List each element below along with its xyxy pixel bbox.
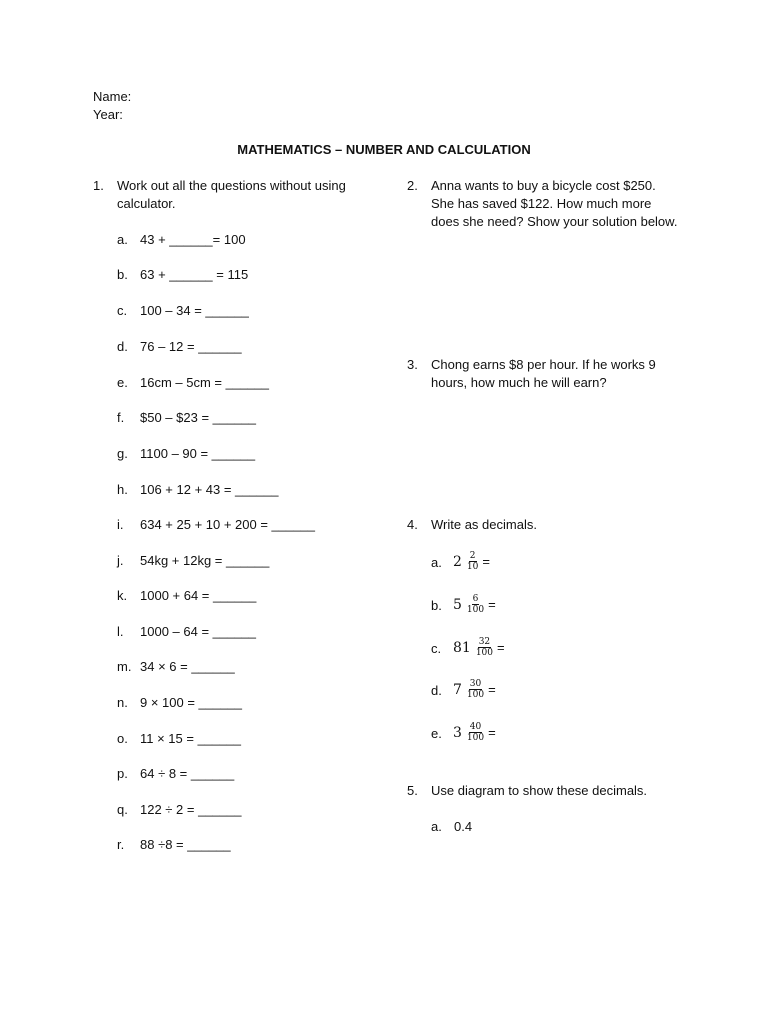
item-letter: d. — [117, 339, 128, 354]
item-letter: g. — [117, 446, 128, 461]
item-expression: 64 ÷ 8 = ______ — [140, 766, 235, 781]
item-expression: 9 × 100 = ______ — [140, 695, 242, 710]
whole-part: 2 — [453, 553, 462, 570]
item-letter: l. — [117, 624, 124, 639]
item-expression: 88 ÷8 = ______ — [140, 837, 231, 852]
item-expression: 34 × 6 = ______ — [140, 659, 235, 674]
whole-part: 81 — [453, 639, 471, 656]
numerator: 32 — [478, 637, 491, 647]
equals-sign: = — [488, 596, 496, 612]
item-expression: 1100 – 90 = ______ — [140, 446, 256, 461]
year-label: Year: — [93, 107, 123, 122]
fraction — [466, 679, 485, 700]
item-expression: 1000 + 64 = ______ — [140, 588, 257, 603]
mixed-number — [453, 551, 490, 572]
whole-part: 7 — [453, 681, 462, 698]
item-letter: b. — [431, 598, 442, 613]
item-expression: 100 – 34 = ______ — [140, 303, 249, 318]
denominator: 10 — [466, 562, 479, 572]
fraction — [466, 722, 485, 743]
item-letter: m. — [117, 659, 132, 674]
decimal-value: 0.4 — [454, 819, 473, 834]
item-letter: h. — [117, 482, 128, 497]
numerator: 40 — [469, 722, 482, 732]
denominator: 100 — [466, 605, 485, 615]
item-expression: 43 + ______= 100 — [140, 232, 246, 247]
q3-text: Chong earns $8 per hour. If he works 9 hours, how much he will earn? — [431, 357, 656, 390]
fraction — [475, 637, 494, 658]
mixed-number — [453, 637, 505, 658]
item-letter: j. — [117, 553, 124, 568]
name-label: Name: — [93, 89, 132, 104]
item-letter: c. — [117, 303, 128, 318]
mixed-number — [453, 679, 496, 700]
item-expression: 54kg + 12kg = ______ — [140, 553, 270, 568]
q5-number: 5. — [407, 783, 418, 798]
item-expression: 63 + ______ = 115 — [140, 267, 249, 282]
whole-part: 5 — [453, 596, 462, 613]
item-expression: $50 – $23 = ______ — [140, 410, 257, 425]
item-expression: 11 × 15 = ______ — [140, 731, 241, 746]
numerator: 2 — [469, 551, 476, 561]
item-letter: f. — [117, 410, 125, 425]
item-letter: c. — [431, 641, 442, 656]
item-letter: k. — [117, 588, 128, 603]
q4-number: 4. — [407, 517, 418, 532]
numerator: 6 — [472, 594, 479, 604]
item-letter: q. — [117, 802, 128, 817]
page-title: MATHEMATICS – NUMBER AND CALCULATION — [237, 142, 531, 157]
mixed-number — [453, 722, 496, 743]
denominator: 100 — [466, 690, 485, 700]
item-expression: 634 + 25 + 10 + 200 = ______ — [140, 517, 315, 532]
equals-sign: = — [488, 681, 496, 697]
item-expression: 1000 – 64 = ______ — [140, 624, 257, 639]
equals-sign: = — [488, 724, 496, 740]
item-expression: 106 + 12 + 43 = ______ — [140, 482, 279, 497]
denominator: 100 — [475, 648, 494, 658]
numerator: 30 — [469, 679, 482, 689]
item-letter: p. — [117, 766, 128, 781]
q5-text: Use diagram to show these decimals. — [431, 783, 648, 798]
q1-number: 1. — [93, 178, 104, 193]
mixed-number — [453, 594, 496, 615]
item-letter: n. — [117, 695, 128, 710]
item-letter: a. — [431, 819, 442, 834]
item-letter: r. — [117, 837, 125, 852]
item-letter: a. — [431, 555, 442, 570]
item-letter: b. — [117, 267, 128, 282]
whole-part: 3 — [453, 724, 462, 741]
item-expression: 16cm – 5cm = ______ — [140, 375, 269, 390]
fraction — [466, 594, 485, 615]
item-letter: e. — [431, 726, 442, 741]
q3-number: 3. — [407, 357, 418, 372]
item-expression: 122 ÷ 2 = ______ — [140, 802, 242, 817]
item-letter: o. — [117, 731, 128, 746]
fraction — [466, 551, 479, 572]
item-expression: 76 – 12 = ______ — [140, 339, 242, 354]
item-letter: i. — [117, 517, 124, 532]
item-letter: d. — [431, 683, 442, 698]
q2-text: Anna wants to buy a bicycle cost $250. She has saved $122. How much more does she need? Show your solution below. — [431, 178, 678, 229]
q2-number: 2. — [407, 178, 418, 193]
q4-text: Write as decimals. — [431, 517, 537, 532]
item-letter: e. — [117, 375, 128, 390]
denominator: 100 — [466, 733, 485, 743]
q1-text: Work out all the questions without using calculator. — [117, 178, 346, 211]
equals-sign: = — [497, 639, 505, 655]
item-letter: a. — [117, 232, 128, 247]
equals-sign: = — [482, 553, 490, 569]
